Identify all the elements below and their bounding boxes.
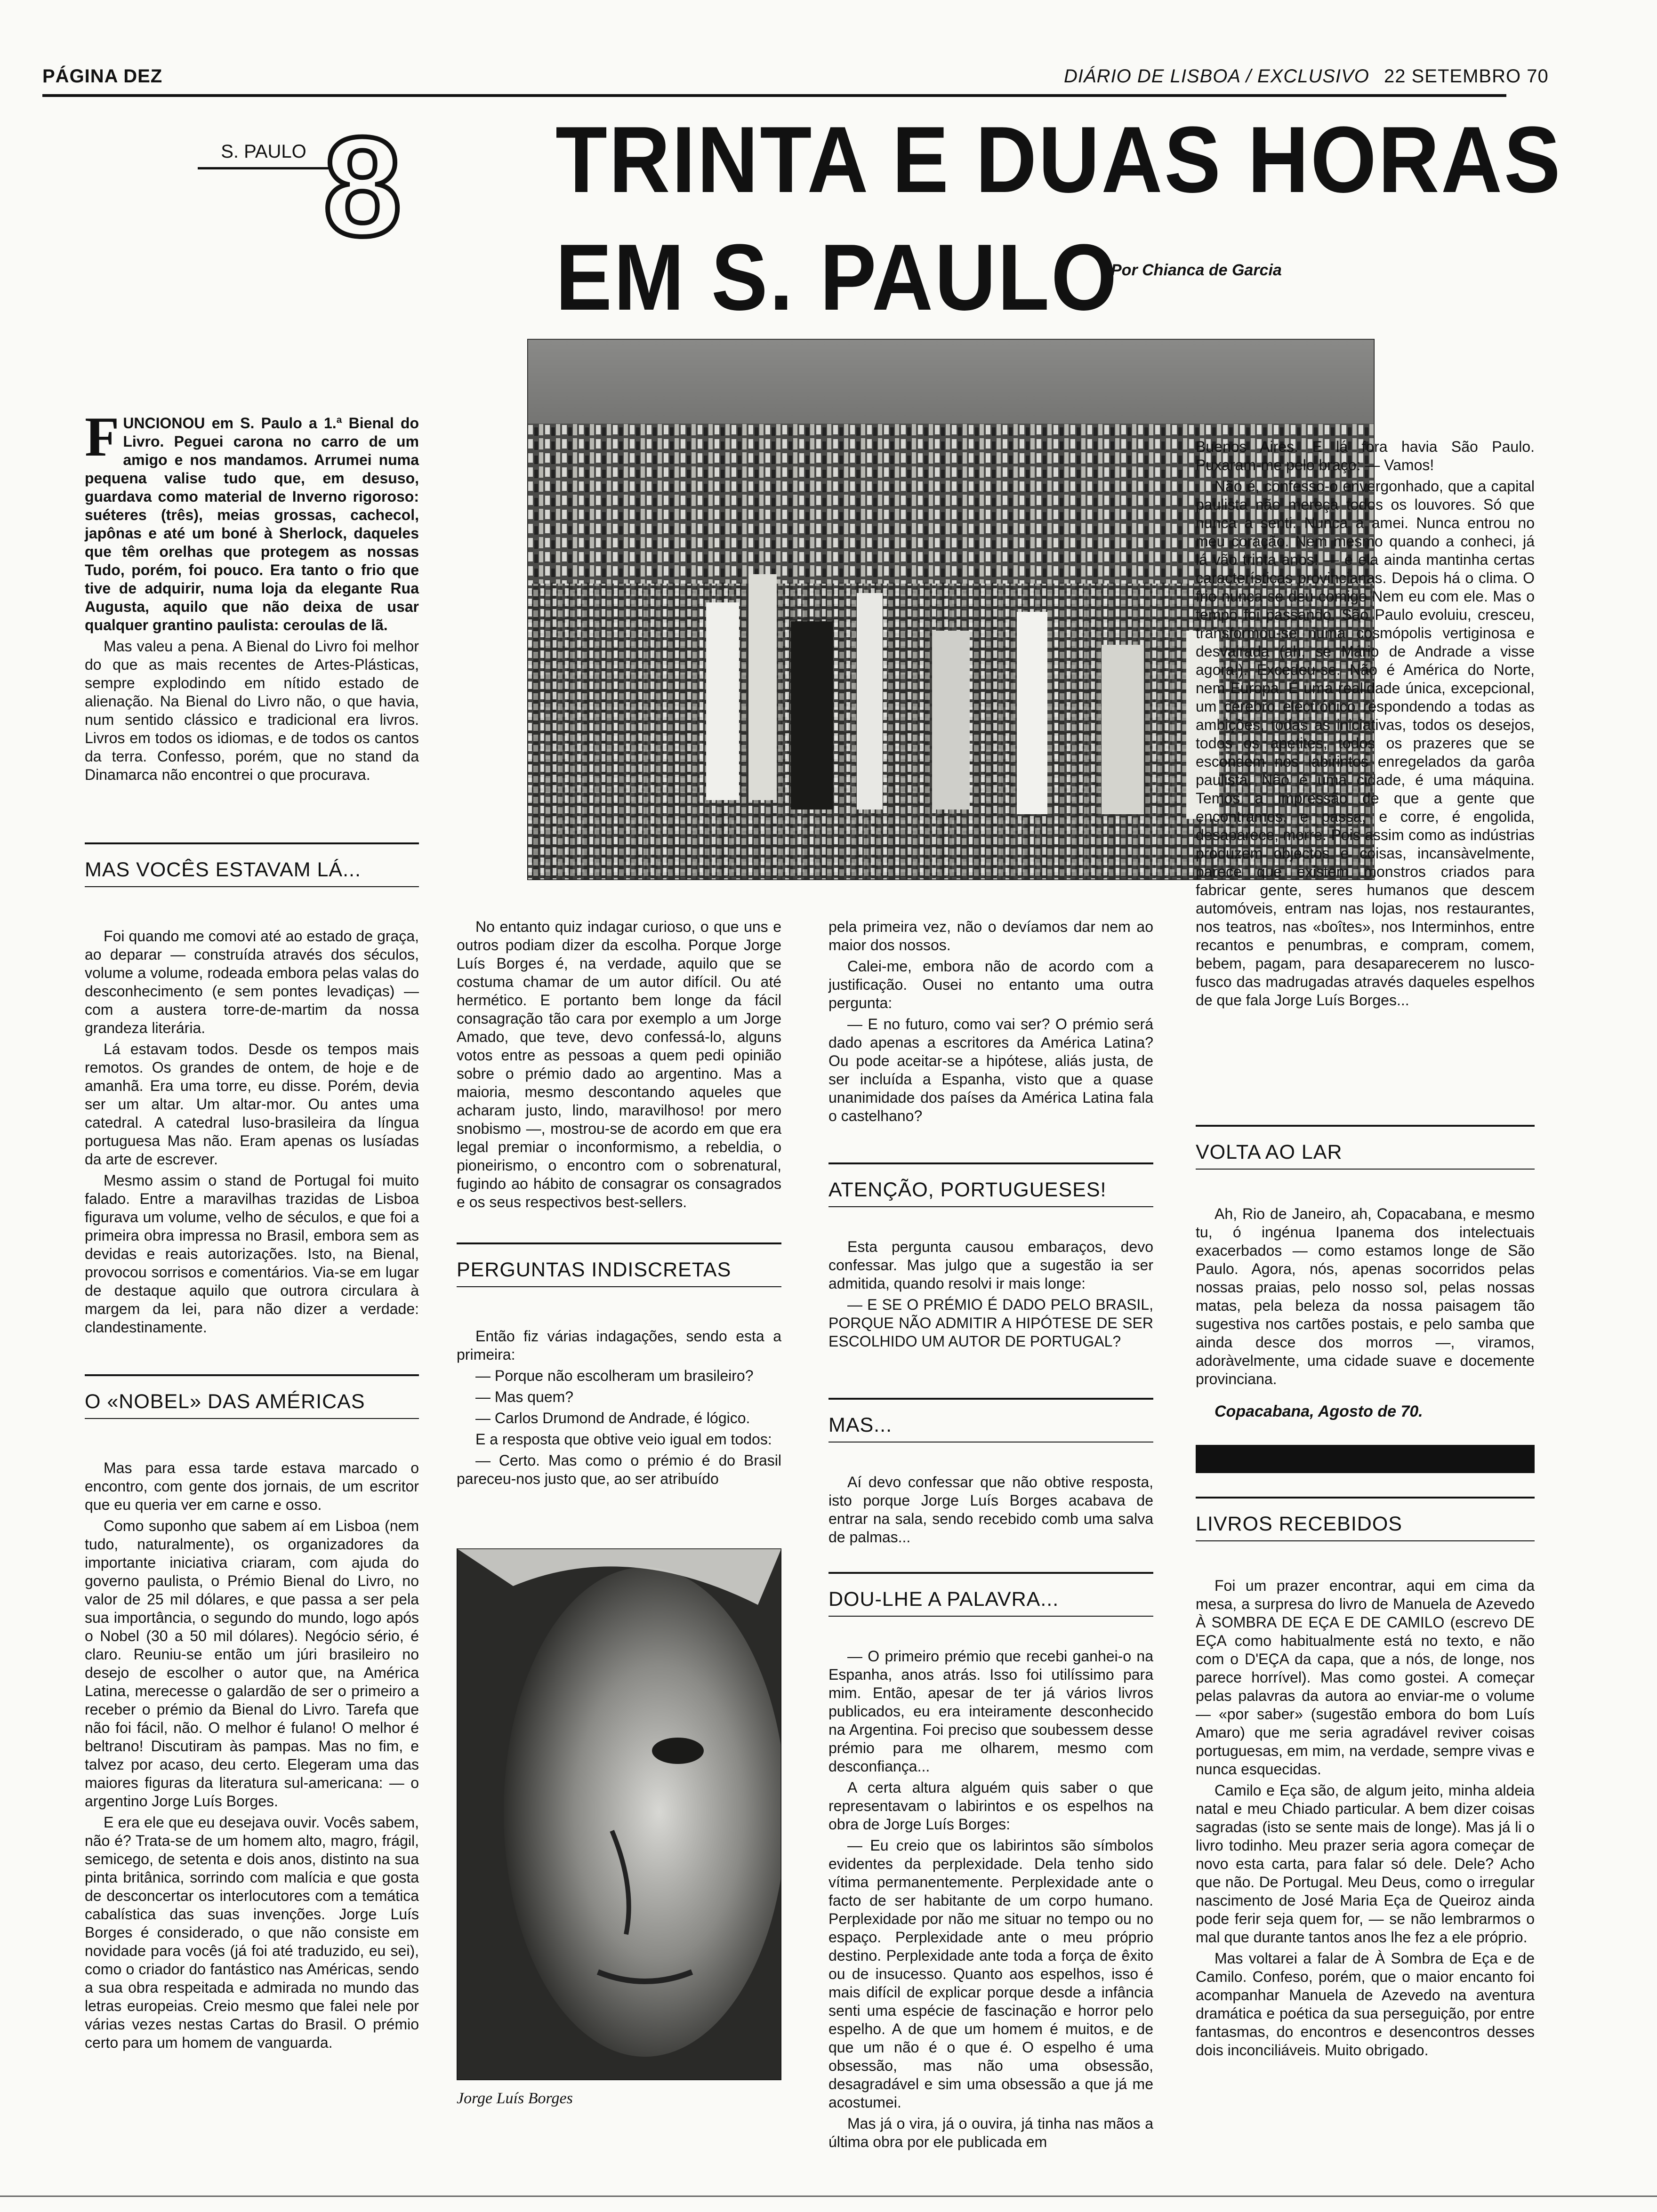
section-heading-dou-lhe: DOU-LHE A PALAVRA... [828,1572,1153,1617]
column-1-intro [85,405,419,787]
paragraph: Como suponho que sabem aí em Lisboa (nem tudo, naturalmente), os organizadores da importante iniciativa criaram, com ajuda do governo paulista, o Prémio Bienal do Livro, no valor de 25 mil dólares, e que passa a ser pela sua importância, o segundo do mundo, logo após o Nobel (30 a 50 mil dólares). Negócio sério, é claro. Reuniu-se então um júri brasileiro no desejo de escolher o autor que, na América Latina, merecesse o galardão de ser o primeiro a receber o prémio da Bienal do Livro. Tarefa que não foi fácil, não. O melhor é fulano! O melhor é beltrano! Discutiram às pampas. Mas no fim, e talvez por acaso, deu certo. Elegeram uma das maiores figuras da literatura sul-americana: — o argentino Jorge Luís Borges. [85,1517,419,1810]
paragraph: — O primeiro prémio que recebi ganhei-o na Espanha, anos atrás. Isso foi utilíssimo para mim. Então, apesar de ter já vários livros publicados, eu era inteiramente desconhecido na Argentina. Foi preciso que soubessem desse prémio para me olharem, mesmo com desconfiança... [828,1648,1153,1775]
section-heading-atencao: ATENÇÃO, PORTUGUESES! [828,1162,1153,1207]
paragraph: Calei-me, embora não de acordo com a justificação. Ousei no entanto uma outra pergunta: [828,958,1153,1011]
paragraph: Mas voltarei a falar de À Sombra de Eça e de Camilo. Confeso, porém, que o maior encanto foi acompanhar Manuela de Azevedo na aventura dramática e poética da sua perseguição, por entre fantasmas, do encontros e desencontros desses dois inconciliáveis. Muito obrigado. [1196,1950,1535,2059]
paragraph: E a resposta que obtive veio igual em todos: [475,1431,772,1448]
column-1-section-2 [85,1459,419,2055]
paragraph: Ah, Rio de Janeiro, ah, Copacabana, e mesmo tu, ó ingénua Ipanema dos intelectuais exacerbados — como estamos longe de São Paulo. Agora, nós, apenas socorridos pelas nossas praias, pelo nosso sol, pelas nossas matas, pela beleza da nossa paisagem tão sugestiva nos cartões postais, e pelo samba que ainda desce dos morros —, viramos, adoràvelmente, uma cidade suave e docemente provinciana. [1196,1205,1535,1387]
headline-line-1: TRINTA E DUAS HORAS [555,107,1562,212]
section-heading-mas-voces: MAS VOCÊS ESTAVAM LÁ... [85,842,419,887]
column-3-text [828,918,1153,1128]
dateline-signoff: Copacabana, Agosto de 70. [1215,1403,1423,1420]
paragraph: Lá estavam todos. Desde os tempos mais remotos. Os grandes de ontem, de hoje e de amanhã. Era uma torre, eu disse. Porém, devia ser um altar. Um altar-mor. Ou antes uma catedral. A catedral luso-brasileira da língua portuguesa Mas não. Eram apenas os lusíadas da arte de escrever. [85,1041,419,1168]
column-3-mas [828,1473,1153,1549]
column-4-livros [1196,1577,1535,2062]
column-2-qa [457,1327,781,1491]
column-3-atencao [828,1238,1153,1354]
section-heading-perguntas: PERGUNTAS INDISCRETAS [457,1242,781,1287]
column-4-volta [1196,1205,1535,1391]
column-2-text [457,918,781,1214]
paragraph: Camilo e Eça são, de algum jeito, minha aldeia natal e meu Chiado particular. A bem dizer coisas sagradas (isto se sente mais de longe). Mas já li o livro todinho. Meu prazer seria agora começar de novo esta carta, para falar só dele. Dele? Acho que não. De Portugal. Meu Deus, como o irregular nascimento de José Maria Eça de Queiroz ainda pode ferir seja quem for, — se não lembrarmos o mal que durante tantos anos lhe fez a ele próprio. [1196,1782,1535,1946]
paragraph: Foi um prazer encontrar, aqui em cima da mesa, a surpresa do livro de Manuela de Azevedo À SOMBRA DE EÇA E DE CAMILO (escrevo DE EÇA como habitualmente está no texto, e não com o D'EÇA da capa, que a nós, de longe, nos parece horrível). Mas como gostei. A começar pelas palavras da autora ao enviar-me o volume — «por saber» (sugestão embora do bom Luís Amaro) que me seria agradável reviver coisas portuguesas, em mim, na verdade, sempre vivas e nunca esquecidas. [1196,1577,1535,1778]
paragraph: — Certo. Mas como o prémio é do Brasil pareceu-nos justo que, ao ser atribuído [457,1452,781,1487]
portrait-caption: Jorge Luís Borges [457,2090,573,2107]
column-1-section-1 [85,927,419,1339]
paragraph: Então fiz várias indagações, sendo esta a primeira: [457,1328,781,1363]
decorative-black-bar [1196,1445,1535,1473]
paragraph: Mas já o vira, já o ouvira, já tinha nas mãos a última obra por ele publicada em [828,2115,1153,2150]
section-kicker: S. PAULO [198,141,330,169]
paragraph: — Carlos Drumond de Andrade, é lógico. [475,1410,750,1427]
paragraph: Mas para essa tarde estava marcado o encontro, com gente dos jornais, de um escritor que eu queria ver em carne e osso. [85,1459,419,1513]
column-3-dou-lhe [828,1647,1153,2154]
paragraph: — Porque não escolheram um brasileiro? [475,1367,754,1384]
badge-glyph: 8 [323,118,402,249]
paragraph: A certa altura alguém quis saber o que representavam o labirintos e os espelhos na obra de Jorge Luís Borges: [828,1779,1153,1833]
section-heading-volta: VOLTA AO LAR [1196,1125,1535,1170]
paragraph: — E no futuro, como vai ser? O prémio será dado apenas a escritores da América Latina? Ou pode aceitar-se a hipótese, aliás justa, de ser incluída a Espanha, visto que a quase unanimidade dos países da América Latina fala o castelhano? [828,1016,1153,1124]
paragraph: E era ele que eu desejava ouvir. Vocês sabem, não é? Trata-se de um homem alto, magro, frágil, semicego, de setenta e dois anos, distinto na sua pinta britânica, sorrindo com malícia e que gosta de desconcertar os interlocutores com a temática cabalística das suas invenções. Jorge Luís Borges é considerado, o que não consiste em novidade para vocês (já foi até traduzido, eu sei), como o criador do fantástico nas Américas, sendo a sua obra respeitada e admirada no mundo das letras europeias. Creio mesmo que falei nele por várias vezes nestas Cartas do Brasil. O prémio certo para um homem de vanguarda. [85,1814,419,2051]
issue-date: 22 SETEMBRO 70 [1384,66,1549,87]
paragraph: Não é, confesso-o envergonhado, que a capital paulista não mereça todos os louvores. Só que nunca a senti. Nunca a amei. Nunca entrou no meu coração. Nem mesmo quando a conheci, já lá vão trinta anos! — e ela ainda mantinha certas características provincianas. Depois há o clima. O frio nunca se deu comigo Nem eu com ele. Mas o tempo foi passando. São Paulo evoluiu, cresceu, transformou-se numa cosmópolis vertiginosa e desvairada (ah, se Mário de Andrade a visse agora!). Excedeu-se. Não é América do Norte, nem Europa. É uma realidade única, excepcional, um cérebro electrónico respondendo a todas as ambições, todas as iniciativas, todos os desejos, todos os apetites, todos os prazeres que se escondem nos labirintos enregelados da garôa paulista. Não é uma cidade, é uma máquina. Temos a impressão de que a gente que encontramos, e passa, e corre, é engolida, desaparece, morre. Pois assim como as indústrias produzem objectos e coisas, incansàvelmente, parece que existem monstros criados para fabricar gente, seres humanos que descem automóveis, entram nas lojas, nos restaurantes, nos teatros, nas «boîtes», nos Interminhos, entre recantos e penumbras, e compram, comem, bebem, pagam, para desaparecerem no lusco-fusco das madrugadas através daqueles espelhos de que fala Jorge Luís Borges... [1196,478,1535,1009]
headline-line-2: EM S. PAULO [555,225,1119,330]
section-heading-livros: LIVROS RECEBIDOS [1196,1497,1535,1541]
paragraph: Buenos Aires. E lá fora havia São Paulo. Puxaram-me pelo braço: — Vamos! [1196,438,1535,473]
page-label: PÁGINA DEZ [42,66,163,87]
section-heading-mas: MAS... [828,1398,1153,1443]
intro-paragraph: UNCIONOU em S. Paulo a 1.ª Bienal do Livro. Peguei carona no carro de um amigo e nos mandamos. Arrumei numa pequena valise tudo que, em desuso, guardava como material de Inverno rigoroso: suéteres (três), meias grossas, cachecol, japônas e até um boné à Sherlock, daqueles que têm orelhas que protegem as nossas Tudo, porém, foi pouco. Era tanto o frio que tive de adquirir, numa loja da elegante Rua Augusta, aquilo que não deixa de usar qualquer grantino paulista: ceroulas de lã. [85,415,419,633]
paragraph: Foi quando me comovi até ao estado de graça, ao deparar — construída através dos séculos, volume a volume, rodeada embora pelas valas do desconhecimento (e sem pontes levadiças) — com a austera torre-de-martim da nossa grandeza literária. [85,928,419,1036]
paragraph: — E SE O PRÉMIO É DADO PELO BRASIL, PORQUE NÃO ADMITIR A HIPÓTESE DE SER ESCOLHIDO UM AUTOR DE PORTUGAL? [828,1296,1153,1350]
paragraph: Esta pergunta causou embaraços, devo confessar. Mas julgo que a sugestão ia ser admitida, quando resolvi ir mais longe: [828,1238,1153,1292]
paragraph: Aí devo confessar que não obtive resposta, isto porque Jorge Luís Borges acabava de entrar na sala, sendo recebido comb uma salva de palmas... [828,1474,1153,1546]
series-number-badge [311,118,414,249]
paragraph: Mesmo assim o stand de Portugal foi muito falado. Entre a maravilhas trazidas de Lisboa figurava um volume, velho de séculos, e que foi a primeira obra impressa no Brasil, embora sem as devidas e reais autorizações. Isto, na Bienal, provocou sorrisos e comentários. Via-se em lugar de destaque aquilo que outrora circulara à margem da lei, para não dizer a verdade: clandestinamente. [85,1172,419,1336]
paragraph: — Mas quem? [475,1388,574,1405]
bottom-edge-rule [0,2196,1657,2197]
header-rule [42,94,1506,97]
paragraph: Mas valeu a pena. A Bienal do Livro foi melhor do que as mais recentes de Artes-Plásticas, sempre explodindo em nítido estado de alienação. Na Bienal do Livro não, o que havia, num sentido clássico e tradicional era livros. Livros em todos os idiomas, e de todos os cantos da terra. Confesso, porém, que no stand da Dinamarca não encontrei o que procurava. [85,638,419,783]
column-4-text [1196,438,1535,1012]
paragraph: — Eu creio que os labirintos são símbolos evidentes da perplexidade. Dela tenho sido vítima permanentemente. Perplexidade ante o facto de ser habitante de um corpo humano. Perplexidade por não me situar no tempo ou no espaço. Perplexidade ante o meu próprio destino. Perplexidade ante toda a força de êxito ou de insucesso. Quanto aos espelhos, isso é mais difícil de explicar porque desde a infância senti uma espécie de fascinação e horror pelo espelho. A de que um homem é muitos, e de que um não é o que é. O espelho é uma obsessão, mas não uma obsessão, desagradável e sim uma obsessão a que já me acostumei. [828,1837,1153,2111]
paragraph: No entanto quiz indagar curioso, o que uns e outros podiam dizer da escolha. Porque Jorge Luís Borges é, na verdade, aquilo que se costuma chamar de um autor difícil. Ou até hermético. E portanto bem longe da fácil consagração tão cara por exemplo a um Jorge Amado, que teve, devo confessá-lo, alguns votos entre as pessoas a quem pedi opinião sobre o prémio dado ao argentino. Mas a maioria, mesmo descontando aqueles que acharam justo, lindo, maravilhoso! por mero snobismo —, mostrou-se de acordo em que era legal premiar o inconformismo, a rebeldia, o pioneirismo, o encontro com o sobrenatural, fugindo ao hábito de consagrar os consagrados e os seus respectivos best-sellers. [457,918,781,1210]
byline: Por Chianca de Garcia [1111,261,1282,279]
publication-name: DIÁRIO DE LISBOA / EXCLUSIVO [1064,66,1369,87]
paragraph: pela primeira vez, não o devíamos dar nem ao maior dos nossos. [828,918,1153,954]
section-heading-nobel: O «NOBEL» DAS AMÉRICAS [85,1374,419,1419]
borges-portrait-photo [457,1548,781,2080]
drop-cap: F [85,405,120,468]
